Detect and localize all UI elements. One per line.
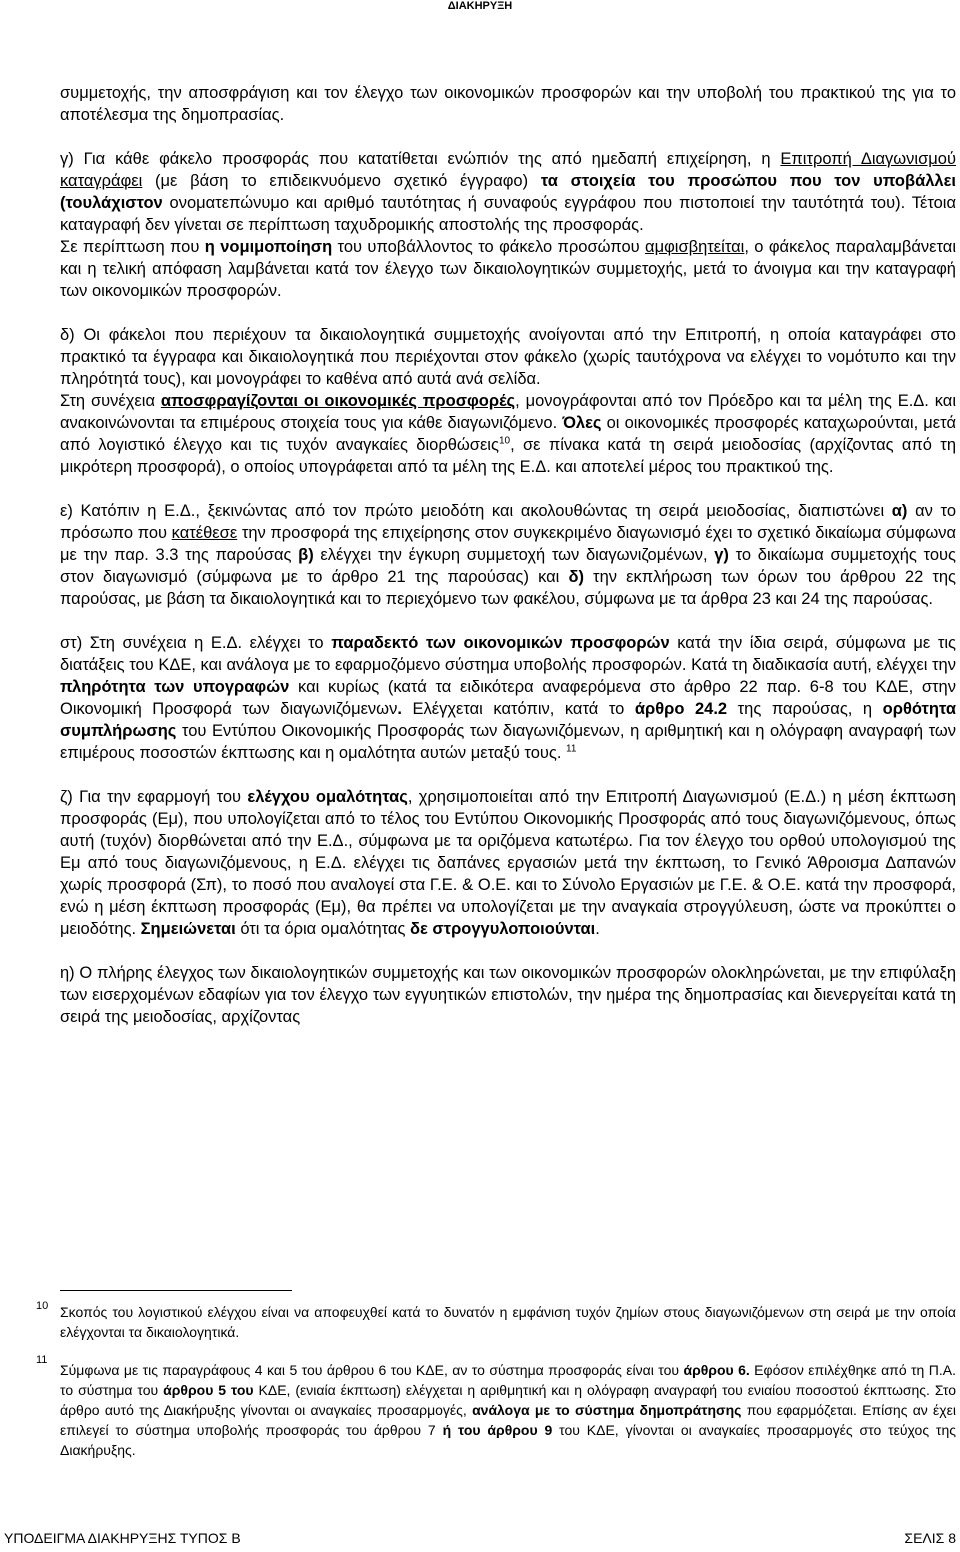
footnote-ref-11[interactable]: 11 — [566, 743, 577, 755]
paragraph-delta: δ) Οι φάκελοι που περιέχουν τα δικαιολογητικά συμμετοχής ανοίγονται από την Επιτροπή, η οποία καταγράφει στο πρακτικό τα έγγραφα και δικαιολογητικά που περιέχονται στον φάκελο (χωρίς ταυτόχρονα να ελέγχει το νομότυπο και την πληρότητά τους), και μονογράφει το καθένα από αυτά ανά σελίδα. — [60, 326, 956, 388]
paragraph-epsilon: ε) Κατόπιν η Ε.Δ., ξεκινώντας από τον πρώτο μειοδότη και ακολουθώντας τη σειρά μειοδοσίας, διαπιστώνει α) αν το πρόσωπο που κατέθεσε την προσφορά της επιχείρησης στον συγκεκριμένο διαγωνισμό έχει το σχετικό δικαίωμα σύμφωνα με την παρ. 3.3 της παρούσας β) ελέγχει την έγκυρη συμμετοχή των διαγωνιζομένων, γ) το δικαίωμα συμμετοχής τους στον διαγωνισμό (σύμφωνα με το άρθρο 21 της παρούσας) και δ) την εκπλήρωση των όρων του άρθρου 22 της παρούσας, με βάση τα δικαιολογητικά και το περιεχόμενο των φακέλου, σύμφωνα με τα άρθρα 23 και 24 της παρούσας. — [60, 502, 957, 608]
footer-page-number: ΣΕΛΙΣ 8 — [904, 1530, 956, 1546]
paragraph-zeta: ζ) Για την εφαρμογή του ελέγχου ομαλότητας, χρησιμοποιείται από την Επιτροπή Διαγωνισμού (Ε.Δ.) η μέση έκπτωση προσφοράς (Εμ), που υπολογίζεται από το τέλος του Εντύπου Οικονομικής Προσφοράς από τους διαγωνιζόμενους, όπως αυτή (τυχόν) διορθώνεται από την Ε.Δ., σύμφωνα με τα οριζόμενα κατωτέρω. Για τον έλεγχο του ορθού υπολογισμού της Εμ από τους διαγωνιζόμενους, η Ε.Δ. ελέγχει τις δαπάνες εργασιών μετά την έκπτωση, το Γενικό Άθροισμα Δαπανών χωρίς προσφορά (Σπ), το ποσό που αναλογεί στα Γ.Ε. & Ο.Ε. και το Σύνολο Εργασιών με Γ.Ε. & Ο.Ε. κατά την προσφορά, ενώ η μέση έκπτωση προσφοράς (Εμ), θα πρέπει να υπολογίζεται με την αναγκαία στρογγύλευση, ώστε να προκύπτει ο μειοδότης. Σημειώνεται ότι τα όρια ομαλότητας δε στρογγυλοποιούνται. — [60, 788, 957, 938]
footnote-number-11: 11 — [36, 1354, 48, 1366]
paragraph-delta-financial-offers: Στη συνέχεια αποσφραγίζονται οι οικονομικές προσφορές, μονογράφονται από τον Πρόεδρο και τα μέλη της Ε.Δ. και ανακοινώνονται τα επιμέρους στοιχεία τους για κάθε διαγωνιζόμενο. Όλες οι οικονομικές προσφορές καταχωρούνται, μετά από λογιστικό έλεγχο και τις τυχόν αναγκαίες διορθώσεις$^{10}$, σε πίνακα κατά τη σειρά μειοδοσίας (αρχίζοντας από τη μικρότερη προσφορά), ο οποίος υπογράφεται από τα μέλη της Ε.Δ. και αποτελεί μέρος του πρακτικού της. — [60, 392, 957, 476]
footer-document-title: ΥΠΟΔΕΙΓΜΑ ΔΙΑΚΗΡΥΞΗΣ ΤΥΠΟΣ Β — [4, 1530, 241, 1546]
page-header: ΔΙΑΚΗΡΥΞΗ — [447, 0, 513, 12]
document-body — [60, 82, 956, 1028]
footnote-11: Σύμφωνα με τις παραγράφους 4 και 5 του άρθρου 6 του ΚΔΕ, αν το σύστημα προσφοράς είναι του άρθρου 6. Εφόσον επιλέχθηκε από τη Π.Α. το σύστημα του άρθρου 5 του ΚΔΕ, (ενιαία έκπτωση) ελέγχεται η αριθμητική και η ολόγραφη αναγραφή του ενιαίου ποσοστού έκπτωσης. Στο άρθρο αυτό της Διακήρυξης γίνονται οι αναγκαίες προσαρμογές, ανάλογα με το σύστημα δημοπράτησης που εφαρμόζεται. Επίσης αν έχει επιλεγεί το σύστημα υποβολής προσφοράς του άρθρου 7 ή του άρθρου 9 του ΚΔΕ, γίνονται οι αναγκαίες προσαρμογές στο τεύχος της Διακήρυξης. — [60, 1362, 956, 1458]
paragraph-eta: η) Ο πλήρης έλεγχος των δικαιολογητικών συμμετοχής και των οικονομικών προσφορών ολοκληρώνεται, με την επιφύλαξη των εισερχομένων εδαφίων για τον έλεγχο των εγγυητικών επιστολών, την ημέρα της δημοπρασίας και διενεργείται κατά τη σειρά της μειοδοσίας, αρχίζοντας — [60, 964, 956, 1026]
footnote-separator — [60, 1290, 292, 1291]
paragraph-gamma-legitimation: Σε περίπτωση που η νομιμοποίηση του υποβάλλοντος το φάκελο προσώπου αμφισβητείται, ο φάκελος παραλαμβάνεται και η τελική απόφαση λαμβάνεται κατά τον έλεγχο των δικαιολογητικών συμμετοχής, μετά το άνοιγμα και την καταγραφή των οικονομικών προσφορών. — [60, 238, 956, 300]
footnote-number-10: 10 — [36, 1300, 49, 1312]
paragraph-continuation: συμμετοχής, την αποσφράγιση και τον έλεγχο των οικονομικών προσφορών και την υποβολή του πρακτικού της για το αποτέλεσμα της δημοπρασίας. — [60, 84, 956, 124]
footnote-ref-10[interactable]: 10 — [498, 435, 511, 447]
paragraph-gamma: γ) Για κάθε φάκελο προσφοράς που κατατίθεται ενώπιόν της από ημεδαπή επιχείρηση, η Επιτροπή Διαγωνισμού καταγράφει (με βάση το επιδεικνυόμενο σχετικό έγγραφο) τα στοιχεία του προσώπου που τον υποβάλλει (τουλάχιστον ονοματεπώνυμο και αριθμό ταυτότητας ή συναφούς εγγράφου που πιστοποιεί την ταυτότητά του). Τέτοια καταγραφή δεν γίνεται σε περίπτωση ταχυδρομικής αποστολής της προσφοράς. — [60, 150, 956, 234]
paragraph-st: στ) Στη συνέχεια η Ε.Δ. ελέγχει το παραδεκτό των οικονομικών προσφορών κατά την ίδια σειρά, σύμφωνα με τις διατάξεις του ΚΔΕ, και ανάλογα με το εφαρμοζόμενο σύστημα υποβολής προσφορών. Κατά τη διαδικασία αυτή, ελέγχει την πληρότητα των υπογραφών και κυρίως (κατά τα ειδικότερα αναφερόμενα στο άρθρο 22 παρ. 6-8 του ΚΔΕ, στην Οικονομική Προσφορά των διαγωνιζόμενων. Ελέγχεται κατόπιν, κατά το άρθρο 24.2 της παρούσας, η ορθότητα συμπλήρωσης του Εντύπου Οικονομικής Προσφοράς των διαγωνιζόμενων, η αριθμητική και η ολόγραφη αναγραφή των επιμέρους ποσοστών έκπτωσης και η ομαλότητα αυτών μεταξύ τους. $^{11}$ — [60, 634, 956, 762]
footnote-10: Σκοπός του λογιστικού ελέγχου είναι να αποφευχθεί κατά το δυνατόν η εμφάνιση τυχόν ζημίων στους διαγωνιζόμενων στη σειρά με την οποία ελέγχονται τα δικαιολογητικά. — [60, 1304, 956, 1340]
